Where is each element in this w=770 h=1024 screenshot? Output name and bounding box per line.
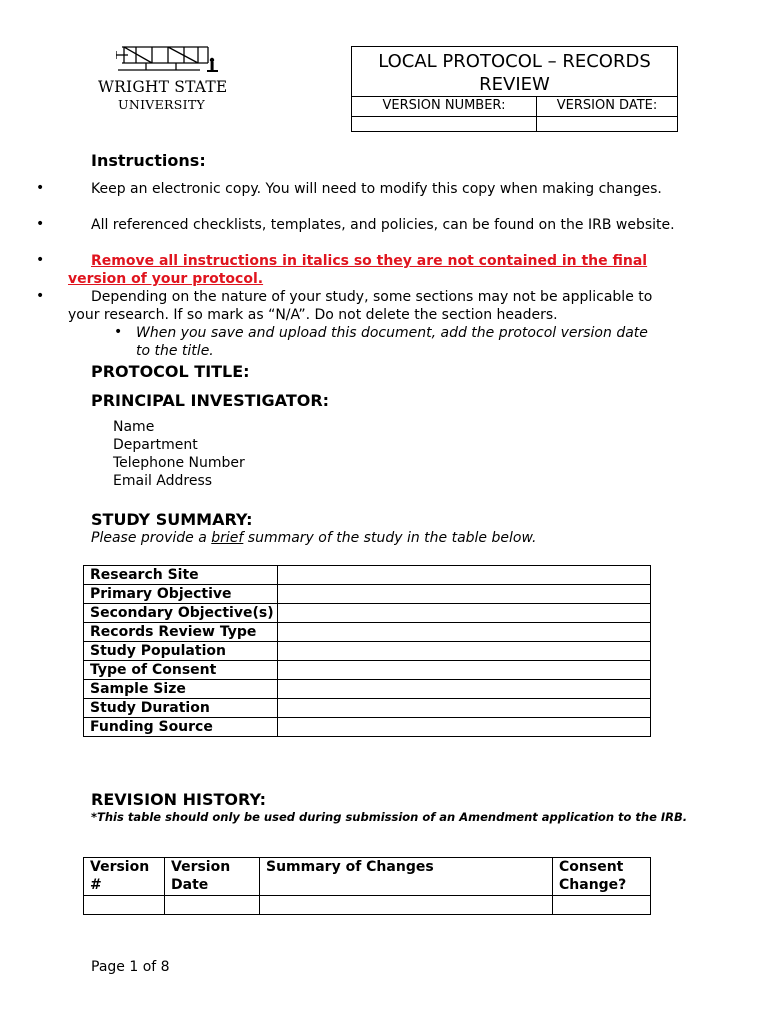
instruction-item: All referenced checklists, templates, and policies, can be found on the IRB website. — [91, 217, 675, 233]
version-number-label: VERSION NUMBER: — [352, 97, 537, 116]
university-logo — [98, 44, 248, 116]
wright-flyer-icon — [116, 44, 228, 76]
table-cell[interactable] — [260, 896, 553, 915]
instruction-sub-item: When you save and upload this document, add the protocol version date to the title. — [136, 325, 648, 359]
row-label: Primary Objective — [84, 585, 278, 604]
table-row — [84, 896, 651, 915]
column-header-summary: Summary of Changes — [260, 858, 553, 896]
study-summary-instruction — [91, 530, 536, 546]
table-row — [84, 604, 651, 623]
page-number: Page 1 of 8 — [91, 959, 170, 975]
table-row — [84, 623, 651, 642]
pi-telephone-field: Telephone Number — [113, 455, 245, 471]
revision-history-note: *This table should only be used during submission of an Amendment application to the IRB. — [91, 810, 688, 824]
logo-line-1: WRIGHT STATE — [98, 78, 228, 96]
revision-history-heading: REVISION HISTORY: — [91, 790, 267, 809]
instruction-emphasis: brief — [211, 530, 244, 546]
instruction-item: Depending on the nature of your study, some sections may not be applicable to your research. If so mark as “N/A”. Do not delete the section headers. — [68, 289, 653, 323]
italics-warning-text: Remove all instructions in italics so they are not contained in the final version of your protocol. — [68, 253, 648, 287]
column-header-version: Version # — [84, 858, 165, 896]
table-cell[interactable] — [553, 896, 651, 915]
version-header-row — [352, 96, 677, 117]
bullet-icon: • — [36, 180, 45, 196]
version-date-value[interactable] — [541, 116, 673, 132]
principal-investigator-heading: PRINCIPAL INVESTIGATOR: — [91, 391, 330, 410]
row-value-cell[interactable] — [278, 623, 651, 642]
bullet-icon: • — [36, 288, 45, 304]
row-label: Sample Size — [84, 680, 278, 699]
column-header-version-date: Version Date — [165, 858, 260, 896]
table-row — [84, 718, 651, 737]
pi-department-field: Department — [113, 437, 198, 453]
instruction-item-emphasis — [68, 252, 688, 288]
protocol-header-box — [351, 46, 678, 132]
row-value-cell[interactable] — [278, 566, 651, 585]
bullet-icon: • — [36, 252, 45, 268]
study-summary-table — [83, 565, 651, 737]
instructions-heading: Instructions: — [91, 151, 206, 170]
instruction-item: Keep an electronic copy. You will need to modify this copy when making changes. — [91, 181, 662, 197]
table-row — [84, 566, 651, 585]
revision-history-table — [83, 857, 651, 915]
row-label: Records Review Type — [84, 623, 278, 642]
column-header-consent-change: Consent Change? — [553, 858, 651, 896]
protocol-title-heading: PROTOCOL TITLE: — [91, 362, 250, 381]
sub-bullet-icon: • — [114, 324, 123, 340]
logo-line-2: UNIVERSITY — [118, 97, 206, 112]
row-value-cell[interactable] — [278, 604, 651, 623]
document-title: LOCAL PROTOCOL – RECORDS REVIEW — [378, 51, 651, 95]
row-value-cell[interactable] — [278, 699, 651, 718]
version-cell-divider — [536, 115, 537, 132]
version-date-label: VERSION DATE: — [556, 98, 658, 113]
row-label: Secondary Objective(s) — [84, 604, 278, 623]
row-value-cell[interactable] — [278, 585, 651, 604]
table-cell[interactable] — [165, 896, 260, 915]
row-value-cell[interactable] — [278, 661, 651, 680]
table-row — [84, 699, 651, 718]
bullet-icon: • — [36, 216, 45, 232]
table-cell[interactable] — [84, 896, 165, 915]
row-label: Type of Consent — [84, 661, 278, 680]
table-row — [84, 661, 651, 680]
table-row — [84, 680, 651, 699]
pi-name-field: Name — [113, 419, 155, 435]
table-row — [84, 642, 651, 661]
instruction-text: Please provide a — [91, 530, 212, 546]
instruction-text: summary of the study in the table below. — [243, 530, 537, 546]
table-row — [84, 585, 651, 604]
row-label: Study Population — [84, 642, 278, 661]
row-label: Funding Source — [84, 718, 278, 737]
row-value-cell[interactable] — [278, 718, 651, 737]
row-value-cell[interactable] — [278, 680, 651, 699]
table-header-row — [84, 858, 651, 896]
row-label: Study Duration — [84, 699, 278, 718]
study-summary-heading: STUDY SUMMARY: — [91, 510, 253, 529]
row-value-cell[interactable] — [278, 642, 651, 661]
row-label: Research Site — [84, 566, 278, 585]
version-number-value[interactable] — [356, 116, 532, 132]
pi-email-field: Email Address — [113, 473, 213, 489]
